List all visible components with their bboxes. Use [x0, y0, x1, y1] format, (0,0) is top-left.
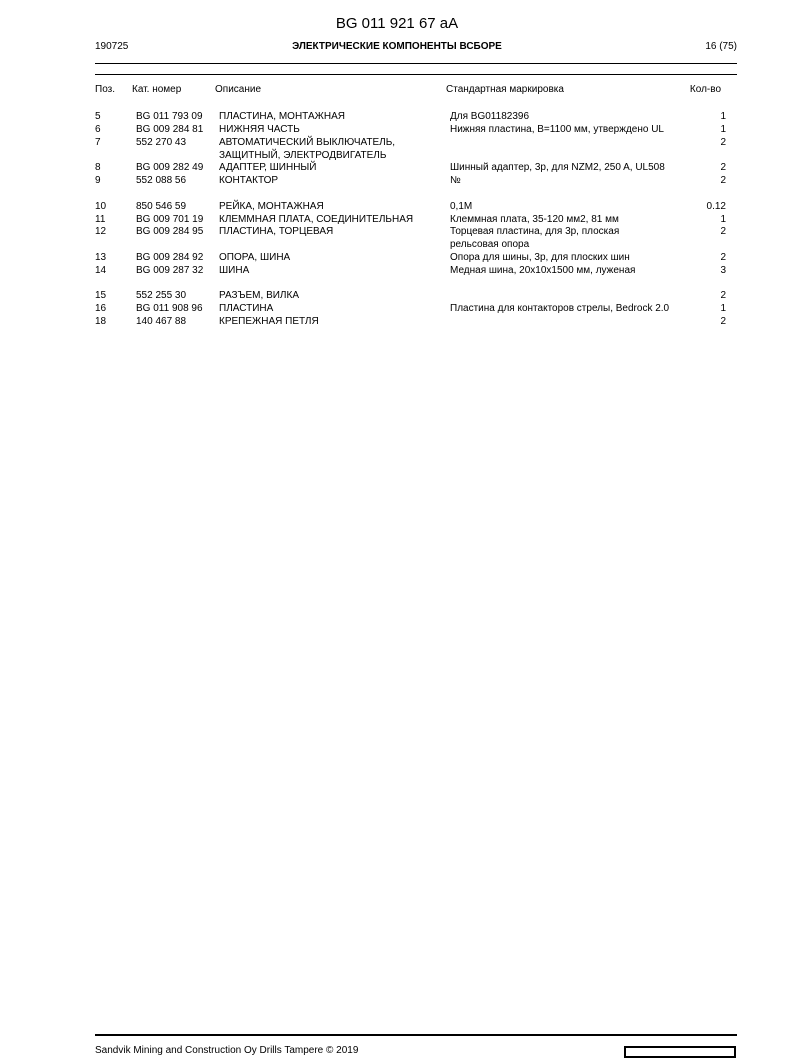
row-cat-number: BG 009 287 32 [136, 265, 204, 276]
row-description: КЛЕММНАЯ ПЛАТА, СОЕДИНИТЕЛЬНАЯ [219, 214, 414, 225]
row-pos: 9 [95, 175, 101, 186]
row-standard-marking: Шинный адаптер, 3р, для NZM2, 250 A, UL508 [450, 162, 665, 173]
row-quantity: 2 [720, 290, 726, 301]
row-cat-number: 552 270 43 [136, 137, 187, 148]
row-standard-marking: Торцевая пластина, для 3р, плоская [450, 226, 620, 237]
row-pos: 18 [95, 316, 107, 327]
row-pos: 7 [95, 137, 101, 148]
column-header-pos: Поз. [95, 84, 115, 95]
row-description: АДАПТЕР, ШИННЫЙ [219, 162, 317, 173]
document-number: BG 011 921 67 aA [335, 15, 459, 32]
page-number: 16 (75) [705, 41, 737, 52]
row-quantity: 1 [720, 124, 726, 135]
row-quantity: 2 [720, 162, 726, 173]
footer-divider [95, 1034, 737, 1036]
row-description: ПЛАСТИНА, МОНТАЖНАЯ [219, 111, 345, 122]
row-standard-marking: Опора для шины, 3р, для плоских шин [450, 252, 630, 263]
row-cat-number: 552 088 56 [136, 175, 187, 186]
row-description: ПЛАСТИНА, ТОРЦЕВАЯ [219, 226, 334, 237]
row-description: ШИНА [219, 265, 250, 276]
row-quantity: 0.12 [706, 201, 726, 212]
row-quantity: 2 [720, 226, 726, 237]
row-standard-marking: Для BG01182396 [450, 111, 529, 122]
row-pos: 10 [95, 201, 107, 212]
row-description: РАЗЪЕМ, ВИЛКА [219, 290, 299, 301]
row-standard-marking: Медная шина, 20x10x1500 мм, луженая [450, 265, 636, 276]
row-cat-number: 850 546 59 [136, 201, 187, 212]
row-standard-marking: № [450, 175, 461, 186]
row-cat-number: BG 011 908 96 [136, 303, 203, 314]
row-description: КРЕПЕЖНАЯ ПЕТЛЯ [219, 316, 319, 327]
row-standard-marking: Нижняя пластина, B=1100 мм, утверждено UL [450, 124, 664, 135]
row-cat-number: 552 255 30 [136, 290, 187, 301]
row-description: ПЛАСТИНА [219, 303, 274, 314]
row-cat-number: BG 009 284 92 [136, 252, 204, 263]
brand-logo [624, 1046, 736, 1058]
row-cat-number: BG 009 282 49 [136, 162, 204, 173]
row-cat-number: BG 009 701 19 [136, 214, 204, 225]
header-date: 190725 [95, 41, 129, 52]
row-standard-marking: рельсовая опора [450, 238, 530, 250]
row-description: ЗАЩИТНЫЙ, ЭЛЕКТРОДВИГАТЕЛЬ [219, 149, 387, 161]
row-description: НИЖНЯЯ ЧАСТЬ [219, 124, 300, 135]
row-quantity: 2 [720, 175, 726, 186]
column-header-std: Стандартная маркировка [446, 84, 564, 95]
row-quantity: 3 [720, 265, 726, 276]
row-pos: 8 [95, 162, 101, 173]
row-pos: 13 [95, 252, 107, 263]
row-pos: 16 [95, 303, 107, 314]
column-header-cat: Кат. номер [132, 84, 182, 95]
row-quantity: 1 [720, 214, 726, 225]
row-pos: 15 [95, 290, 107, 301]
row-quantity: 2 [720, 252, 726, 263]
row-quantity: 1 [720, 111, 726, 122]
footer-copyright: Sandvik Mining and Construction Oy Drills Tampere © 2019 [95, 1045, 359, 1056]
row-pos: 5 [95, 111, 101, 122]
row-description: КОНТАКТОР [219, 175, 279, 186]
row-standard-marking: Пластина для контакторов стрелы, Bedrock 2.0 [450, 303, 670, 314]
row-quantity: 2 [720, 137, 726, 148]
row-cat-number: BG 011 793 09 [136, 111, 203, 122]
row-quantity: 2 [720, 316, 726, 327]
row-description: АВТОМАТИЧЕСКИЙ ВЫКЛЮЧАТЕЛЬ, [219, 137, 396, 148]
row-standard-marking: Клеммная плата, 35-120 мм2, 81 мм [450, 214, 619, 225]
row-quantity: 1 [720, 303, 726, 314]
row-standard-marking: 0,1M [450, 201, 473, 212]
page-title: ЭЛЕКТРИЧЕСКИЕ КОМПОНЕНТЫ ВСБОРЕ [292, 41, 502, 52]
row-pos: 14 [95, 265, 107, 276]
row-pos: 12 [95, 226, 107, 237]
row-pos: 11 [95, 214, 106, 225]
column-header-qty: Кол-во [689, 84, 721, 95]
row-cat-number: BG 009 284 95 [136, 226, 204, 237]
row-pos: 6 [95, 124, 101, 135]
row-cat-number: 140 467 88 [136, 316, 187, 327]
row-description: ОПОРА, ШИНА [219, 252, 291, 263]
row-cat-number: BG 009 284 81 [136, 124, 204, 135]
row-description: РЕЙКА, МОНТАЖНАЯ [219, 201, 324, 212]
column-header-desc: Описание [215, 84, 262, 95]
